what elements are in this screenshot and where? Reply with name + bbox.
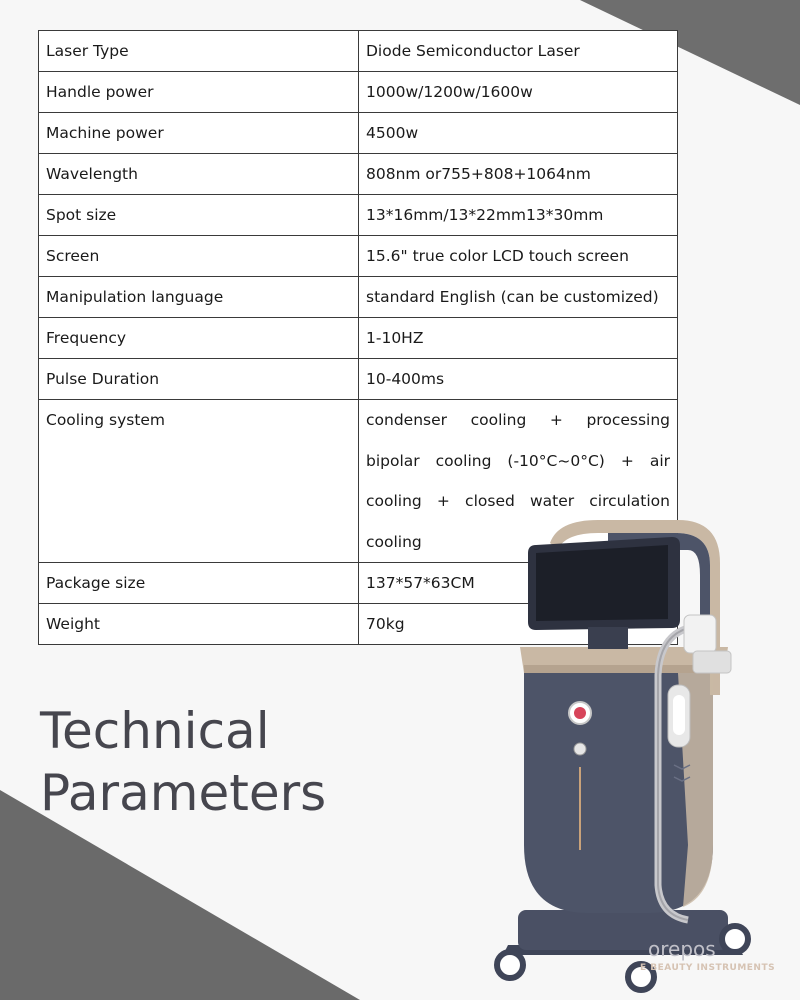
title-line-2: Parameters (40, 764, 327, 822)
spec-label: Manipulation language (39, 277, 359, 318)
table-row (39, 195, 678, 236)
title-line-1: Technical (40, 702, 270, 760)
spec-label: Laser Type (39, 31, 359, 72)
spec-label: Machine power (39, 113, 359, 154)
laser-machine-image (488, 515, 758, 1000)
spec-label: Spot size (39, 195, 359, 236)
spec-label: Pulse Duration (39, 359, 359, 400)
spec-value: 808nm or755+808+1064nm (359, 154, 678, 195)
spec-value: 13*16mm/13*22mm13*30mm (359, 195, 678, 236)
spec-label: Frequency (39, 318, 359, 359)
spec-label: Wavelength (39, 154, 359, 195)
spec-value: 4500w (359, 113, 678, 154)
spec-value: 137*57*63CM (359, 563, 678, 604)
table-row (39, 113, 678, 154)
spec-label: Weight (39, 604, 359, 645)
spec-label: Cooling system (39, 400, 359, 563)
spec-label: Handle power (39, 72, 359, 113)
table-row (39, 359, 678, 400)
spec-value: 70kg (359, 604, 678, 645)
spec-value: condenser cooling + processing bipolar cooling (-10°C~0°C) + air cooling + closed water circulation cooling (366, 411, 670, 551)
table-row (39, 236, 678, 277)
spec-value: 1-10HZ (359, 318, 678, 359)
table-row (39, 154, 678, 195)
watermark-tagline: E BEAUTY INSTRUMENTS (640, 963, 776, 973)
spec-value: 10-400ms (359, 359, 678, 400)
spec-value: 1000w/1200w/1600w (359, 72, 678, 113)
watermark-brand: orepos (648, 937, 716, 961)
spec-label: Screen (39, 236, 359, 277)
table-row (39, 318, 678, 359)
spec-value: standard English (can be customized) (359, 277, 678, 318)
spec-label: Package size (39, 563, 359, 604)
spec-value: 15.6" true color LCD touch screen (359, 236, 678, 277)
table-row (39, 72, 678, 113)
table-row (39, 277, 678, 318)
spec-value: Diode Semiconductor Laser (359, 31, 678, 72)
page-title (40, 700, 326, 824)
table-row (39, 31, 678, 72)
